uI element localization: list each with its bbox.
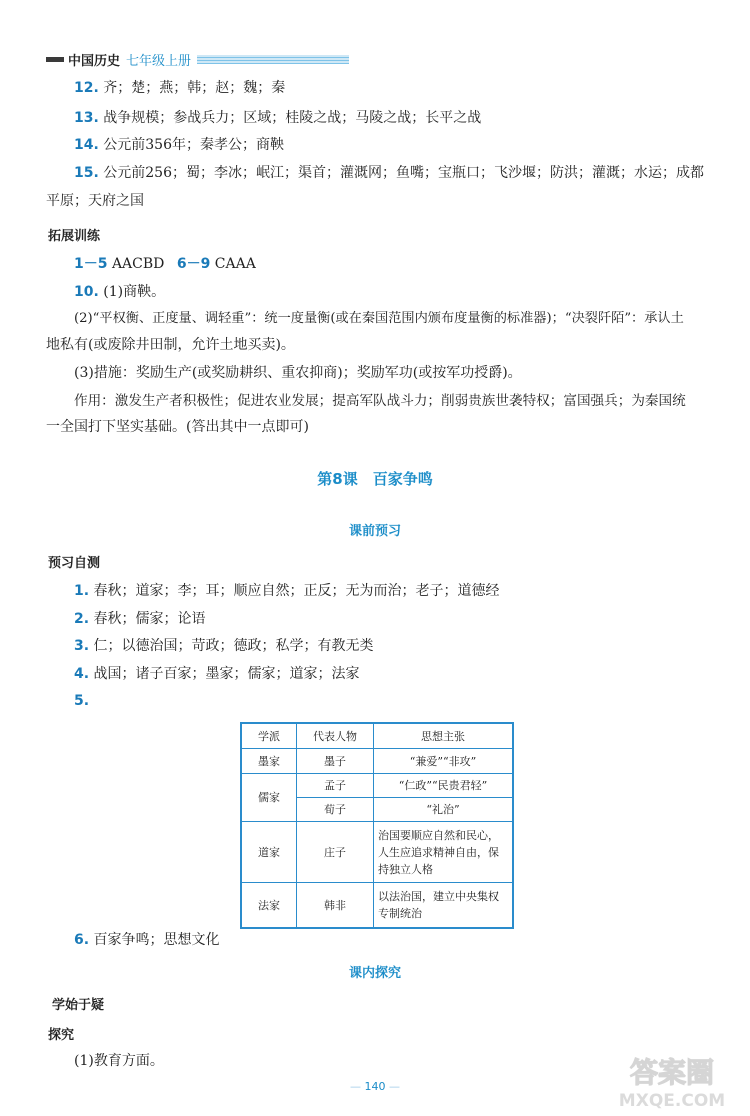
table-row [241,883,513,929]
answer-text: (1)商鞅。 [103,284,166,300]
mc-range-2: 6－9 [176,256,211,272]
answer-12 [74,77,285,99]
answer-text: 齐；楚；燕；韩；赵；魏；秦 [103,80,286,96]
header-bar [46,57,64,62]
table-header-row [241,723,513,749]
header-stripe [197,55,349,64]
watermark-top: 答案圈 [629,1056,715,1089]
section-learn-doubt: 学始于疑 [52,998,105,1013]
answer-number: 13. [74,110,99,126]
item-number: 1. [74,583,90,599]
idea-cell: 以法治国，建立中央集权专制统治 [374,883,514,929]
idea-cell: “仁政”“民贵君轻” [374,774,514,798]
section-self-test: 预习自测 [48,556,101,571]
page-number-value: 140 [364,1080,386,1093]
answer-15-cont: 平原；天府之国 [46,193,144,209]
answer-10-4: 作用：激发生产者积极性；促进农业发展；提高军队战斗力；削弱贵族世袭特权；富国强兵；为秦国统 [74,393,686,409]
idea-cell: “礼治” [374,798,514,822]
answer-14 [74,134,284,156]
item-number: 5. [74,693,90,709]
item-number: 3. [74,638,90,654]
item-text: 春秋；道家；李；耳；顺应自然；正反；无为而治；老子；道德经 [93,583,500,599]
section-extension: 拓展训练 [48,229,101,244]
item-1 [74,580,500,602]
answer-number: 15. [74,165,99,181]
table-row [241,774,513,798]
school-cell: 道家 [241,822,297,883]
header-cell: 学派 [241,723,297,749]
answer-10-1 [74,281,165,303]
explore-item-1: (1)教育方面。 [74,1053,164,1069]
answer-10-3: (3)措施：奖励生产(或奖励耕织、重农抑商)；奖励军功(或按军功授爵)。 [74,365,522,381]
item-text: 战国；诸子百家；墨家；儒家；道家；法家 [93,666,360,682]
header-cell: 思想主张 [374,723,514,749]
mc-range-1: 1－5 [74,256,108,272]
answer-number: 12. [74,80,99,96]
answer-10-4-cont: 一全国打下坚实基础。(答出其中一点即可) [46,419,309,435]
item-text: 春秋；儒家；论语 [93,611,206,627]
school-cell: 墨家 [241,749,297,774]
answer-text: 战争规模；参战兵力；区域；桂陵之战；马陵之战；长平之战 [103,110,482,126]
item-2 [74,608,206,630]
item-5 [74,690,89,712]
table-row [241,749,513,774]
idea-cell: “兼爱”“非攻” [374,749,514,774]
page-header [46,48,349,70]
item-number: 4. [74,666,90,682]
item-3 [74,635,374,657]
book-grade: 七年级上册 [126,53,192,69]
heading-pre-study: 课前预习 [348,524,401,539]
answer-number: 10. [74,284,99,300]
answer-text: 公元前356年；秦孝公；商鞅 [103,137,284,153]
answer-10-2-cont: 地私有(或废除井田制，允许土地买卖)。 [46,337,295,353]
item-text: 百家争鸣；思想文化 [93,932,220,948]
item-4 [74,663,360,685]
page-number: — 140 — [350,1080,400,1093]
person-cell: 孟子 [297,774,374,798]
answer-10-2: (2)“平权衡、正度量、调轻重”：统一度量衡(或在秦国范围内颁布度量衡的标准器)；“决裂阡陌”：承认土 [74,311,684,326]
answer-text: 公元前256；蜀；李冰；岷江；渠首；灌溉网；鱼嘴；宝瓶口；飞沙堰；防洪；灌溉；水运；成都 [103,165,704,181]
watermark-logo [602,1050,742,1112]
table-row [241,822,513,883]
section-explore: 探究 [48,1028,75,1043]
item-number: 2. [74,611,90,627]
header-cell: 代表人物 [297,723,374,749]
person-cell: 墨子 [297,749,374,774]
book-subject: 中国历史 [68,53,121,69]
school-cell: 法家 [241,883,297,929]
mc-answers-1: AACBD [111,256,165,272]
item-number: 6. [74,932,90,948]
answer-15 [74,162,704,184]
idea-cell: 治国要顺应自然和民心，人生应追求精神自由，保持独立人格 [374,822,514,883]
mc-answers-2: CAAA [214,256,256,272]
answer-number: 14. [74,137,99,153]
schools-table [240,722,514,929]
mc-answers [74,253,256,275]
heading-in-class: 课内探究 [348,966,401,981]
item-6 [74,929,220,951]
person-cell: 庄子 [297,822,374,883]
watermark-bottom: MXQE.COM [618,1091,726,1111]
lesson-title: 第8课 百家争鸣 [317,470,433,488]
person-cell: 荀子 [297,798,374,822]
school-cell: 儒家 [241,774,297,822]
item-text: 仁；以德治国；苛政；德政；私学；有教无类 [93,638,374,654]
answer-13 [74,107,481,129]
person-cell: 韩非 [297,883,374,929]
